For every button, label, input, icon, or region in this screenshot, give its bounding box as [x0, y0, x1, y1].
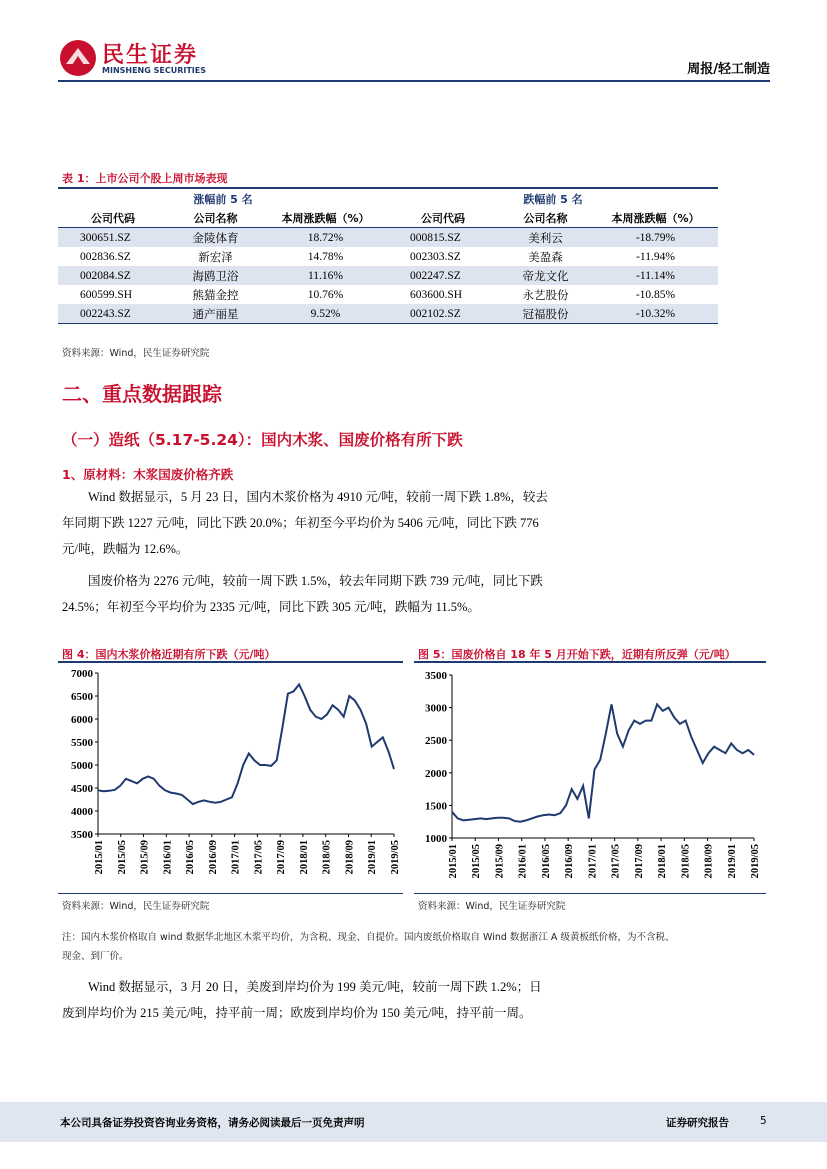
table-cell: 002303.SZ	[410, 250, 461, 263]
x-tick-label: 2019/01	[367, 840, 379, 875]
para1-line-2: 年同期下跌 1227 元/吨，同比下跌 20.0%；年初至今平均价为 5406 元/吨，同比下跌 776	[62, 516, 539, 530]
x-tick-label: 2015/05	[116, 840, 128, 875]
table-row	[58, 247, 718, 266]
table-cell: 300651.SZ	[58, 228, 168, 248]
col-name-up: 公司名称	[193, 211, 238, 225]
group-up-header: 涨幅前 5 名	[193, 192, 253, 206]
para1-line-3: 元/吨，跌幅为 12.6%。	[62, 542, 189, 556]
table1-source: 资料来源：Wind，民生证券研究院	[62, 348, 210, 359]
x-tick-label: 2015/01	[448, 844, 459, 879]
para3-line-1: Wind 数据显示，3 月 20 日，美废到岸均价为 199 美元/吨，较前一周下跌 1.2%；日	[88, 980, 542, 994]
table-cell: -11.14%	[593, 266, 718, 285]
series-line	[98, 685, 394, 805]
y-tick-label: 2500	[425, 735, 447, 748]
table-cell: 海鸥卫浴	[168, 266, 263, 285]
x-tick-label: 2018/05	[321, 840, 333, 875]
col-name-down: 公司名称	[523, 211, 568, 225]
table-row	[58, 266, 718, 285]
x-tick-label: 2018/01	[657, 844, 669, 879]
sub1-title: （一）造纸（5.17-5.24）：国内木浆、国废价格有所下跌	[62, 431, 463, 449]
col-code-down: 公司代码	[421, 211, 465, 225]
x-tick-label: 2018/01	[298, 840, 310, 875]
table-cell: -11.94%	[636, 250, 675, 263]
table-row	[58, 304, 718, 324]
x-tick-label: 2015/09	[139, 840, 151, 875]
logo-cn: 民生证券	[102, 43, 199, 68]
table-row	[58, 228, 718, 248]
paragraph-2	[62, 568, 762, 620]
sub1-1-title: 1、原材料：木浆国废价格齐跌	[62, 467, 234, 482]
table-cell: 600599.SH	[80, 288, 133, 301]
table1-caption: 表 1：上市公司个股上周市场表现	[62, 172, 228, 185]
para1-line-1: Wind 数据显示，5 月 23 日，国内木浆价格为 4910 元/吨，较前一周下跌 1.8%，较去	[88, 490, 548, 504]
y-tick-label: 1000	[425, 833, 447, 845]
col-change-down: 本周涨跌幅（%）	[611, 211, 700, 225]
fig5-title: 图 5：国废价格自 18 年 5 月开始下跌，近期有所反弹（元/吨）	[418, 648, 736, 661]
x-tick-label: 2017/05	[610, 844, 622, 879]
report-type: 周报/轻工制造	[687, 62, 770, 77]
fig4-title: 图 4：国内木浆价格近期有所下跌（元/吨）	[62, 648, 276, 661]
table-cell: 11.16%	[263, 266, 388, 285]
fig4-chart	[58, 664, 406, 894]
para2-line-1: 国废价格为 2276 元/吨，较前一周下跌 1.5%，较去年同期下跌 739 元/吨，同比下跌	[88, 574, 543, 588]
table-cell: 000815.SZ	[388, 228, 498, 248]
table-cell: 002102.SZ	[388, 304, 498, 324]
fig5-bottom-rule	[414, 893, 766, 894]
page-number: 5	[760, 1115, 767, 1127]
fig5-chart	[414, 664, 766, 894]
y-tick-label: 5000	[71, 760, 93, 772]
x-tick-label: 2017/01	[230, 840, 242, 875]
para2-line-2: 24.5%；年初至今平均价为 2335 元/吨，同比下跌 305 元/吨，跌幅为 11.5%。	[62, 600, 480, 614]
x-tick-label: 2019/01	[726, 844, 738, 879]
y-tick-label: 1500	[425, 800, 447, 813]
col-change-up: 本周涨跌幅（%）	[281, 211, 370, 225]
x-tick-label: 2016/01	[517, 844, 529, 879]
table-cell: 美盈森	[528, 251, 563, 264]
table-cell: 002084.SZ	[58, 266, 168, 285]
y-tick-label: 2000	[425, 767, 447, 780]
table-cell: 14.78%	[307, 250, 344, 263]
table1	[58, 189, 718, 324]
x-tick-label: 2018/09	[344, 840, 356, 875]
x-tick-label: 2017/09	[633, 844, 645, 879]
series-line	[452, 704, 754, 821]
x-tick-label: 2016/09	[564, 844, 576, 879]
x-tick-label: 2016/05	[185, 840, 197, 875]
para3-line-2: 废到岸均价为 215 美元/吨，持平前一周；欧废到岸均价为 150 美元/吨，持平前一周。	[62, 1006, 532, 1020]
fig4-source: 资料来源：Wind，民生证券研究院	[62, 901, 210, 912]
table-cell: 帝龙文化	[498, 266, 593, 285]
x-tick-label: 2018/09	[703, 844, 715, 879]
fig4-rule	[58, 661, 403, 663]
table-cell: 603600.SH	[410, 288, 463, 301]
table-cell: 美利云	[498, 228, 593, 248]
table-cell: -10.32%	[593, 304, 718, 324]
table-cell: 通产丽星	[168, 304, 263, 324]
table-cell: -10.85%	[635, 288, 676, 301]
footer	[0, 1102, 827, 1142]
y-tick-label: 3500	[425, 670, 447, 682]
x-tick-label: 2015/09	[494, 844, 506, 879]
paragraph-1	[62, 484, 762, 562]
table-cell: 冠福股份	[498, 304, 593, 324]
fig5-source: 资料来源：Wind，民生证券研究院	[418, 901, 566, 912]
table-cell: 熊猫金控	[192, 289, 239, 302]
note-line-2: 现金、到厂价。	[62, 951, 129, 962]
logo-mark-icon	[58, 38, 98, 78]
logo-en: MINSHENG SECURITIES	[102, 66, 206, 75]
x-tick-label: 2017/01	[587, 844, 599, 879]
table-cell: -18.79%	[593, 228, 718, 248]
y-tick-label: 3000	[425, 702, 447, 715]
note-line-1: 注：国内木浆价格取自 wind 数据华北地区木浆平均价，为含税、现金、自提价。国内废纸价格取自 Wind 数据浙江 A 级黄板纸价格，为不含税、	[62, 932, 675, 943]
table-cell: 金陵体育	[168, 228, 263, 248]
table-cell: 002247.SZ	[388, 266, 498, 285]
x-tick-label: 2019/05	[750, 844, 761, 879]
footer-disclaimer: 本公司具备证券投资咨询业务资格，请务必阅读最后一页免责声明	[60, 1117, 365, 1129]
y-tick-label: 5500	[71, 737, 93, 749]
y-tick-label: 7000	[71, 668, 93, 680]
x-tick-label: 2018/05	[680, 844, 692, 879]
x-tick-label: 2016/05	[540, 844, 552, 879]
table-cell: 002243.SZ	[58, 304, 168, 324]
x-tick-label: 2016/09	[207, 840, 219, 875]
x-tick-label: 2019/05	[390, 840, 401, 875]
header-rule	[58, 80, 770, 82]
y-tick-label: 4500	[71, 783, 93, 795]
table-row	[58, 285, 718, 304]
fig4-bottom-rule	[58, 893, 403, 894]
y-tick-label: 3500	[71, 829, 93, 841]
table-cell: 18.72%	[263, 228, 388, 248]
group-down-header: 跌幅前 5 名	[523, 192, 583, 206]
col-code-up: 公司代码	[91, 211, 135, 225]
chart-note	[62, 928, 772, 966]
fig5-rule	[414, 661, 766, 663]
logo	[58, 38, 218, 78]
footer-label: 证券研究报告	[666, 1117, 729, 1129]
y-tick-label: 6000	[71, 714, 93, 726]
x-tick-label: 2015/01	[94, 840, 105, 875]
x-tick-label: 2017/09	[276, 840, 288, 875]
y-tick-label: 6500	[71, 691, 93, 703]
x-tick-label: 2017/05	[253, 840, 265, 875]
section2-title: 二、重点数据跟踪	[62, 382, 222, 406]
x-tick-label: 2015/05	[471, 844, 483, 879]
table-cell: 002836.SZ	[80, 250, 131, 263]
table-cell: 10.76%	[307, 288, 344, 301]
table-cell: 9.52%	[263, 304, 388, 324]
paragraph-3	[62, 974, 762, 1026]
table-cell: 新宏泽	[198, 251, 233, 264]
y-tick-label: 4000	[71, 806, 93, 818]
table-cell: 永艺股份	[522, 289, 569, 302]
x-tick-label: 2016/01	[162, 840, 174, 875]
